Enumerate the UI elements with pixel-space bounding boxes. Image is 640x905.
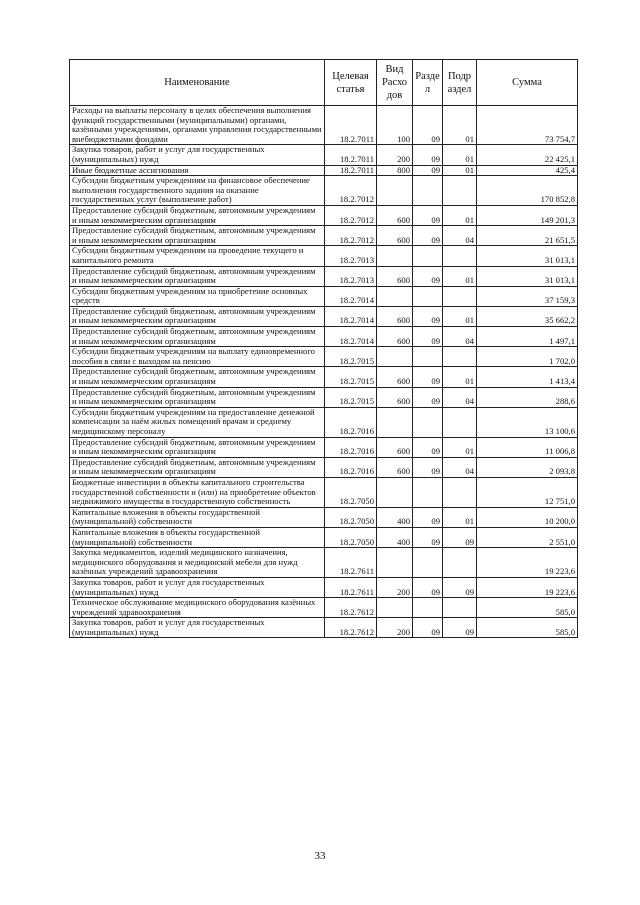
header-expense-type: Вид Расхо дов (377, 60, 413, 106)
table-row (70, 548, 578, 578)
row-article: 18.2.7011 (325, 106, 377, 145)
row-sum: 2 093,8 (477, 457, 578, 477)
row-expense-type: 600 (377, 437, 413, 457)
table-row (70, 437, 578, 457)
table-row (70, 246, 578, 266)
row-expense-type: 600 (377, 367, 413, 387)
row-sum: 288,6 (477, 387, 578, 407)
row-article: 18.2.7612 (325, 618, 377, 638)
row-sum: 585,0 (477, 618, 578, 638)
row-expense-type: 600 (377, 266, 413, 286)
row-section: 09 (413, 306, 443, 326)
row-expense-type: 100 (377, 106, 413, 145)
table-row (70, 205, 578, 225)
row-expense-type: 600 (377, 387, 413, 407)
row-sum: 22 425,1 (477, 145, 578, 165)
page-number: 33 (314, 850, 326, 862)
row-section (413, 548, 443, 578)
row-section (413, 286, 443, 306)
table-row (70, 226, 578, 246)
table-row (70, 286, 578, 306)
row-subsection: 09 (443, 618, 477, 638)
row-sum: 13 100,6 (477, 407, 578, 437)
row-subsection: 01 (443, 507, 477, 527)
table-row (70, 577, 578, 597)
row-article: 18.2.7612 (325, 598, 377, 618)
row-article: 18.2.7014 (325, 306, 377, 326)
row-expense-type: 600 (377, 327, 413, 347)
row-section (413, 407, 443, 437)
row-expense-type (377, 246, 413, 266)
row-subsection: 01 (443, 145, 477, 165)
row-article: 18.2.7012 (325, 205, 377, 225)
row-section: 09 (413, 577, 443, 597)
table-row (70, 165, 578, 176)
row-article: 18.2.7011 (325, 145, 377, 165)
row-section: 09 (413, 507, 443, 527)
row-subsection: 01 (443, 437, 477, 457)
row-expense-type: 600 (377, 226, 413, 246)
row-name: Закупка медикаментов, изделий медицинского назначения, медицинского оборудования и медицинской мебели для нужд казённых учреждений здравоохранения (70, 548, 325, 578)
row-subsection: 09 (443, 527, 477, 547)
row-section: 09 (413, 145, 443, 165)
row-expense-type: 400 (377, 527, 413, 547)
row-sum: 31 013,1 (477, 266, 578, 286)
row-article: 18.2.7016 (325, 437, 377, 457)
row-name: Иные бюджетные ассигнования (70, 165, 325, 176)
row-expense-type: 600 (377, 457, 413, 477)
row-article: 18.2.7050 (325, 477, 377, 507)
row-expense-type (377, 347, 413, 367)
row-subsection: 01 (443, 106, 477, 145)
row-sum: 2 551,0 (477, 527, 578, 547)
row-section: 09 (413, 266, 443, 286)
row-name: Расходы на выплаты персоналу в целях обеспечения выполнения функций государственными (муниципальными) органами, казёнными учреждениями, органами управления государственными внебюджетными фондами (70, 106, 325, 145)
row-section: 09 (413, 618, 443, 638)
row-name: Предоставление субсидий бюджетным, автономным учреждениям и иным некоммерческим организациям (70, 205, 325, 225)
row-subsection (443, 598, 477, 618)
row-section: 09 (413, 226, 443, 246)
row-subsection: 04 (443, 457, 477, 477)
row-expense-type: 200 (377, 618, 413, 638)
row-article: 18.2.7016 (325, 457, 377, 477)
header-name: Наименование (70, 60, 325, 106)
row-sum: 1 413,4 (477, 367, 578, 387)
table-row (70, 457, 578, 477)
row-section: 09 (413, 106, 443, 145)
row-name: Субсидии бюджетным учреждениям на выплату единовременного пособия в связи с выходом на пенсию (70, 347, 325, 367)
table-row (70, 176, 578, 206)
header-subsection: Подр аздел (443, 60, 477, 106)
row-name: Капитальные вложения в объекты государственной (муниципальной) собственности (70, 527, 325, 547)
table-row (70, 306, 578, 326)
row-name: Бюджетные инвестиции в объекты капитального строительства государственной собственности и (или) на приобретение объектов недвижимого имущества в государственную собственность (70, 477, 325, 507)
row-name: Предоставление субсидий бюджетным, автономным учреждениям и иным некоммерческим организациям (70, 327, 325, 347)
row-expense-type: 600 (377, 205, 413, 225)
row-sum: 73 754,7 (477, 106, 578, 145)
row-sum: 585,0 (477, 598, 578, 618)
row-article: 18.2.7050 (325, 507, 377, 527)
row-expense-type (377, 407, 413, 437)
row-name: Закупка товаров, работ и услуг для государственных (муниципальных) нужд (70, 577, 325, 597)
row-article: 18.2.7015 (325, 347, 377, 367)
header-section: Разде л (413, 60, 443, 106)
row-name: Предоставление субсидий бюджетным, автономным учреждениям и иным некоммерческим организациям (70, 367, 325, 387)
row-subsection: 09 (443, 577, 477, 597)
row-section: 09 (413, 367, 443, 387)
row-sum: 1 497,1 (477, 327, 578, 347)
row-article: 18.2.7013 (325, 246, 377, 266)
row-section: 09 (413, 457, 443, 477)
row-sum: 149 201,3 (477, 205, 578, 225)
row-subsection (443, 548, 477, 578)
table-row (70, 477, 578, 507)
row-subsection: 01 (443, 367, 477, 387)
row-subsection: 01 (443, 266, 477, 286)
row-article: 18.2.7012 (325, 176, 377, 206)
row-section (413, 477, 443, 507)
row-expense-type (377, 286, 413, 306)
table-header-row (70, 60, 578, 106)
table-row (70, 106, 578, 145)
row-sum: 1 702,0 (477, 347, 578, 367)
row-article: 18.2.7015 (325, 387, 377, 407)
row-name: Предоставление субсидий бюджетным, автономным учреждениям и иным некоммерческим организациям (70, 306, 325, 326)
row-subsection (443, 286, 477, 306)
row-sum: 37 159,3 (477, 286, 578, 306)
header-article: Целевая статья (325, 60, 377, 106)
row-section (413, 246, 443, 266)
row-sum: 31 013,1 (477, 246, 578, 266)
row-name: Закупка товаров, работ и услуг для государственных (муниципальных) нужд (70, 145, 325, 165)
row-subsection: 04 (443, 327, 477, 347)
row-expense-type (377, 548, 413, 578)
table-row (70, 367, 578, 387)
table-row (70, 618, 578, 638)
row-expense-type (377, 598, 413, 618)
table-row (70, 507, 578, 527)
row-article: 18.2.7015 (325, 367, 377, 387)
row-name: Техническое обслуживание медицинского оборудования казённых учреждений здравоохранения (70, 598, 325, 618)
row-name: Субсидии бюджетным учреждениям на приобретение основных средств (70, 286, 325, 306)
row-subsection (443, 407, 477, 437)
row-section (413, 176, 443, 206)
table-row (70, 347, 578, 367)
row-sum: 170 852,8 (477, 176, 578, 206)
row-subsection: 01 (443, 205, 477, 225)
row-article: 18.2.7011 (325, 165, 377, 176)
row-section: 09 (413, 437, 443, 457)
row-sum: 12 751,0 (477, 477, 578, 507)
table-row (70, 598, 578, 618)
row-name: Субсидии бюджетным учреждениям на предоставление денежной компенсации за наём жилых помещений врачам и среднему медицинскому персоналу (70, 407, 325, 437)
row-expense-type: 800 (377, 165, 413, 176)
row-article: 18.2.7611 (325, 577, 377, 597)
row-subsection (443, 347, 477, 367)
row-section: 09 (413, 165, 443, 176)
row-name: Капитальные вложения в объекты государственной (муниципальной) собственности (70, 507, 325, 527)
table-row (70, 266, 578, 286)
table-row (70, 527, 578, 547)
row-section: 09 (413, 387, 443, 407)
table-row (70, 407, 578, 437)
table-body (70, 106, 578, 638)
row-expense-type (377, 477, 413, 507)
row-section: 09 (413, 205, 443, 225)
row-sum: 425,4 (477, 165, 578, 176)
row-article: 18.2.7016 (325, 407, 377, 437)
row-sum: 19 223,6 (477, 548, 578, 578)
row-subsection (443, 246, 477, 266)
row-name: Субсидии бюджетным учреждениям на финансовое обеспечение выполнения государственного задания на оказание государственных услуг (выполнение работ) (70, 176, 325, 206)
row-article: 18.2.7014 (325, 286, 377, 306)
row-name: Предоставление субсидий бюджетным, автономным учреждениям и иным некоммерческим организациям (70, 437, 325, 457)
row-expense-type: 600 (377, 306, 413, 326)
row-name: Субсидии бюджетным учреждениям на проведение текущего и капитального ремонта (70, 246, 325, 266)
row-name: Предоставление субсидий бюджетным, автономным учреждениям и иным некоммерческим организациям (70, 226, 325, 246)
row-section (413, 347, 443, 367)
row-sum: 21 651,5 (477, 226, 578, 246)
row-section: 09 (413, 327, 443, 347)
row-name: Предоставление субсидий бюджетным, автономным учреждениям и иным некоммерческим организациям (70, 387, 325, 407)
row-article: 18.2.7014 (325, 327, 377, 347)
header-sum: Сумма (477, 60, 578, 106)
row-subsection (443, 176, 477, 206)
row-name: Предоставление субсидий бюджетным, автономным учреждениям и иным некоммерческим организациям (70, 266, 325, 286)
row-article: 18.2.7012 (325, 226, 377, 246)
row-expense-type: 200 (377, 577, 413, 597)
row-subsection: 01 (443, 306, 477, 326)
row-sum: 10 200,0 (477, 507, 578, 527)
row-subsection (443, 477, 477, 507)
table-row (70, 327, 578, 347)
row-subsection: 04 (443, 226, 477, 246)
budget-table (69, 59, 578, 638)
row-article: 18.2.7013 (325, 266, 377, 286)
row-sum: 19 223,6 (477, 577, 578, 597)
row-article: 18.2.7050 (325, 527, 377, 547)
row-name: Предоставление субсидий бюджетным, автономным учреждениям и иным некоммерческим организациям (70, 457, 325, 477)
row-subsection: 04 (443, 387, 477, 407)
row-section: 09 (413, 527, 443, 547)
row-article: 18.2.7611 (325, 548, 377, 578)
table-row (70, 387, 578, 407)
row-section (413, 598, 443, 618)
table-row (70, 145, 578, 165)
row-expense-type (377, 176, 413, 206)
row-name: Закупка товаров, работ и услуг для государственных (муниципальных) нужд (70, 618, 325, 638)
row-expense-type: 200 (377, 145, 413, 165)
row-subsection: 01 (443, 165, 477, 176)
row-sum: 35 662,2 (477, 306, 578, 326)
row-expense-type: 400 (377, 507, 413, 527)
row-sum: 11 006,8 (477, 437, 578, 457)
